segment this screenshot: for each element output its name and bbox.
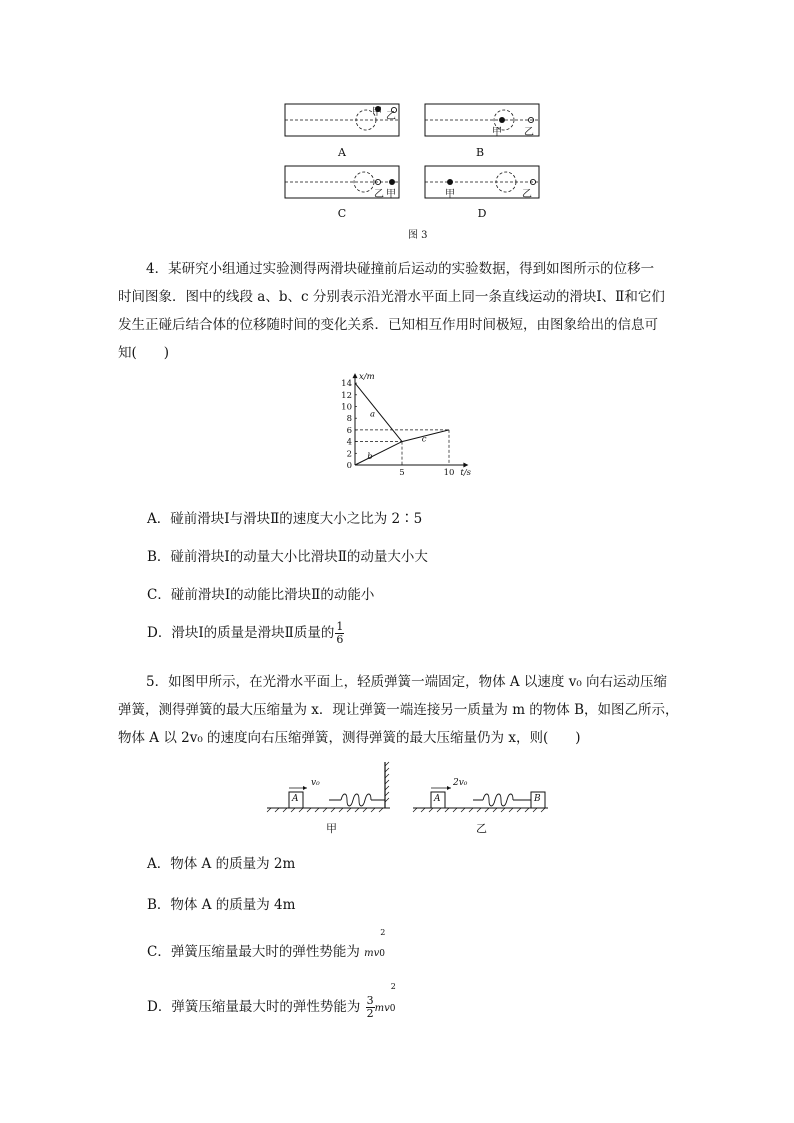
y-tick-label: 14 [341, 379, 352, 390]
fig3-label-a: A [338, 146, 346, 159]
fig3-caption: 图 3 [408, 230, 428, 241]
subscript: 0 [389, 1004, 396, 1014]
fig3-jia-c: 甲 [386, 189, 396, 200]
q5-velocity-v0: v₀ [311, 778, 320, 788]
fraction-denominator: 2 [366, 1007, 374, 1020]
fig3-yi-a: 乙 [386, 111, 396, 122]
spring-figures [265, 758, 555, 818]
q5-option-c [147, 928, 387, 960]
x-tick-label: 10 [443, 468, 455, 478]
q5-option-c-text: C．弹簧压缩量最大时的弹性势能为 [147, 944, 365, 960]
q4-line-4: 知( ) [118, 345, 170, 361]
q5-option-d-fraction [366, 995, 375, 1020]
x-axis-arrow [463, 463, 468, 468]
xt-graph [335, 368, 495, 480]
q4-line-3: 发生正碰后结合体的位移随时间的变化关系．已知相互作用时间极短，由图象给出的信息可 [118, 317, 658, 333]
q5-option-a: A．物体 A 的质量为 2m [147, 856, 296, 872]
segment-label-a: a [370, 409, 376, 420]
y-tick-label: 6 [346, 425, 352, 436]
q5-option-d-expr: mv [374, 1003, 390, 1014]
fig3-label-b: B [475, 146, 485, 159]
y-tick-label: 0 [346, 461, 352, 471]
q4-option-d-text: D．滑块Ⅰ的质量是滑块Ⅱ质量的 [147, 625, 335, 641]
series-line-b [355, 442, 402, 465]
fraction-numerator: 3 [366, 994, 374, 1007]
series-line-a [355, 383, 402, 442]
superscript: 2 [390, 982, 396, 991]
q5-block-b: B [534, 794, 541, 804]
q5-figure-jia-label: 甲 [326, 822, 337, 835]
q5-option-d [147, 982, 398, 1020]
fig3-yi-d: 乙 [522, 189, 532, 200]
superscript: 2 [380, 928, 386, 937]
y-axis-label: x/m [359, 372, 375, 383]
q5-velocity-2v0: 2v₀ [453, 778, 468, 788]
fraction-numerator: 1 [336, 620, 344, 633]
figure-3 [280, 100, 550, 240]
y-tick-label: 10 [341, 402, 352, 413]
fig3-jia-b: 甲 [492, 127, 502, 138]
q5-line-2: 弹簧，测得弹簧的最大压缩量为 x．现让弹簧一端连接另一质量为 m 的物体 B，如图乙所示， [118, 702, 679, 718]
question-5-stem [118, 668, 678, 752]
y-tick-label: 8 [346, 414, 352, 425]
fig3-jia-a: 甲 [372, 107, 382, 118]
y-tick-label: 4 [346, 437, 352, 448]
q4-line-1: 4．某研究小组通过实验测得两滑块碰撞前后运动的实验数据，得到如图所示的位移一 [146, 261, 655, 277]
segment-label-b: b [367, 452, 373, 463]
q4-option-a: A．碰前滑块Ⅰ与滑块Ⅱ的速度大小之比为 2∶5 [147, 511, 423, 527]
q5-option-d-script [389, 982, 398, 1014]
q4-line-2: 时间图象．图中的线段 a、b、c 分别表示沿光滑水平面上同一条直线运动的滑块Ⅰ、Ⅱ和它们 [118, 289, 665, 305]
fig3-yi-c: 乙 [374, 189, 384, 200]
x-tick-label: 5 [399, 468, 405, 478]
q5-figure-yi-label: 乙 [476, 822, 487, 835]
fig3-yi-b: 乙 [524, 127, 534, 138]
q4-option-b: B．碰前滑块Ⅰ的动量大小比滑块Ⅱ的动量大小大 [147, 549, 428, 565]
x-axis-label: t/s [460, 468, 472, 478]
q5-option-b: B．物体 A 的质量为 4m [147, 897, 296, 913]
q4-option-c: C．碰前滑块Ⅰ的动能比滑块Ⅱ的动能小 [147, 587, 375, 603]
segment-label-c: c [421, 434, 427, 445]
q5-block-a-yi: A [434, 794, 441, 804]
q5-option-d-text: D．弹簧压缩量最大时的弹性势能为 [147, 999, 365, 1015]
q4-option-d-fraction [335, 621, 344, 646]
q5-option-c-expr: mv [364, 948, 380, 959]
q5-line-1: 5．如图甲所示，在光滑水平面上，轻质弹簧一端固定，物体 A 以速度 v₀ 向右运动压缩 [146, 674, 668, 690]
subscript: 0 [379, 949, 385, 959]
fraction-denominator: 6 [336, 633, 344, 646]
q5-line-3: 物体 A 以 2v₀ 的速度向右压缩弹簧，测得弹簧的最大压缩量仍为 x，则( ) [118, 730, 581, 746]
fig3-label-c: C [337, 207, 347, 220]
y-axis-arrow [353, 373, 358, 378]
q5-block-a-jia: A [292, 794, 299, 804]
fig3-label-d: D [477, 207, 487, 220]
q4-option-d [147, 621, 344, 646]
question-4-stem [118, 255, 678, 367]
y-tick-label: 2 [346, 449, 352, 460]
q5-option-c-script [379, 928, 387, 959]
fig3-jia-d: 甲 [445, 189, 455, 200]
y-tick-label: 12 [341, 390, 352, 401]
